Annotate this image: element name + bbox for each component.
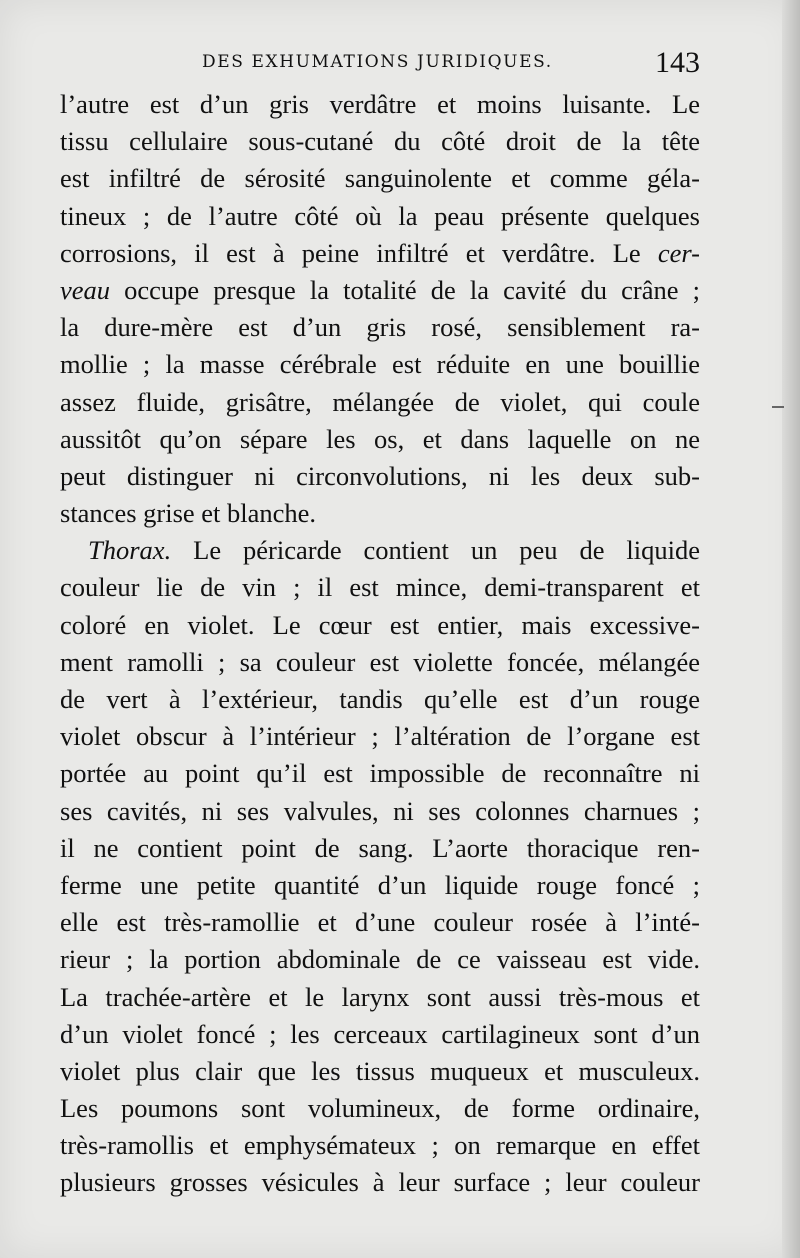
text-line: violet obscur à l’intérieur ; l’altération de l’organe est (60, 721, 700, 752)
text-line: peut distinguer ni circonvolutions, ni les deux sub- (60, 460, 700, 491)
text-line (60, 235, 700, 272)
text-line: de vert à l’extérieur, tandis qu’elle est d’un rouge (60, 684, 700, 714)
text-line: stances grise et blanche. (60, 498, 317, 529)
text-line: assez fluide, grisâtre, mélangée de violet, qui coule (60, 386, 700, 417)
section-label: Thorax. (88, 535, 172, 566)
paragraph (60, 532, 700, 1201)
text-span: occupe presque la totalité de la cavité du crâne ; (110, 274, 700, 305)
text-line: coloré en violet. Le cœur est entier, mais excessive- (60, 609, 700, 640)
italic-span: cer- (657, 237, 700, 268)
text-line: tissu cellulaire sous-cutané du côté droit de la tête (60, 126, 700, 157)
text-span: corrosions, il est à peine infiltré et verdâtre. Le (60, 237, 658, 268)
italic-span: veau (60, 274, 111, 305)
text-line: elle est très-ramollie et d’une couleur rosée à l’inté- (60, 907, 700, 938)
text-line: la dure-mère est d’un gris rosé, sensiblement ra- (60, 312, 700, 343)
text-line (60, 272, 700, 309)
text-line: Les poumons sont volumineux, de forme ordinaire, (60, 1093, 700, 1124)
text-line: est infiltré de sérosité sanguinolente et comme géla- (60, 163, 700, 194)
text-line: rieur ; la portion abdominale de ce vaisseau est vide. (60, 944, 700, 975)
text-line: l’autre est d’un gris verdâtre et moins luisante. Le (60, 89, 700, 119)
text-line: mollie ; la masse cérébrale est réduite en une bouillie (60, 349, 700, 380)
text-line: ferme une petite quantité d’un liquide rouge foncé ; (60, 869, 700, 900)
margin-mark (772, 406, 784, 408)
body-text (60, 86, 700, 1202)
text-line: tineux ; de l’autre côté où la peau présente quelques (60, 200, 700, 231)
page-header (60, 46, 700, 82)
running-head: DES EXHUMATIONS JURIDIQUES. (202, 52, 553, 72)
text-line: très-ramollis et emphysémateux ; on remarque en effet (60, 1130, 700, 1161)
paragraph (60, 86, 700, 532)
text-line: ment ramolli ; sa couleur est violette foncée, mélangée (60, 646, 700, 677)
text-line: plusieurs grosses vésicules à leur surface ; leur couleur (60, 1167, 700, 1198)
text-line: couleur lie de vin ; il est mince, demi-transparent et (60, 572, 700, 603)
page-number: 143 (655, 46, 700, 79)
text-span: Le péricarde contient un peu de liquide (171, 535, 700, 566)
text-line: violet plus clair que les tissus muqueux et musculeux. (60, 1055, 700, 1086)
text-line: ses cavités, ni ses valvules, ni ses colonnes charnues ; (60, 795, 700, 826)
text-line: portée au point qu’il est impossible de reconnaître ni (60, 758, 700, 789)
page-edge (782, 0, 800, 1258)
text-line: La trachée-artère et le larynx sont aussi très-mous et (60, 981, 700, 1012)
text-line: d’un violet foncé ; les cerceaux cartilagineux sont d’un (60, 1018, 700, 1049)
text-line: il ne contient point de sang. L’aorte thoracique ren- (60, 832, 700, 863)
text-line (60, 532, 700, 569)
text-line: aussitôt qu’on sépare les os, et dans laquelle on ne (60, 423, 700, 454)
